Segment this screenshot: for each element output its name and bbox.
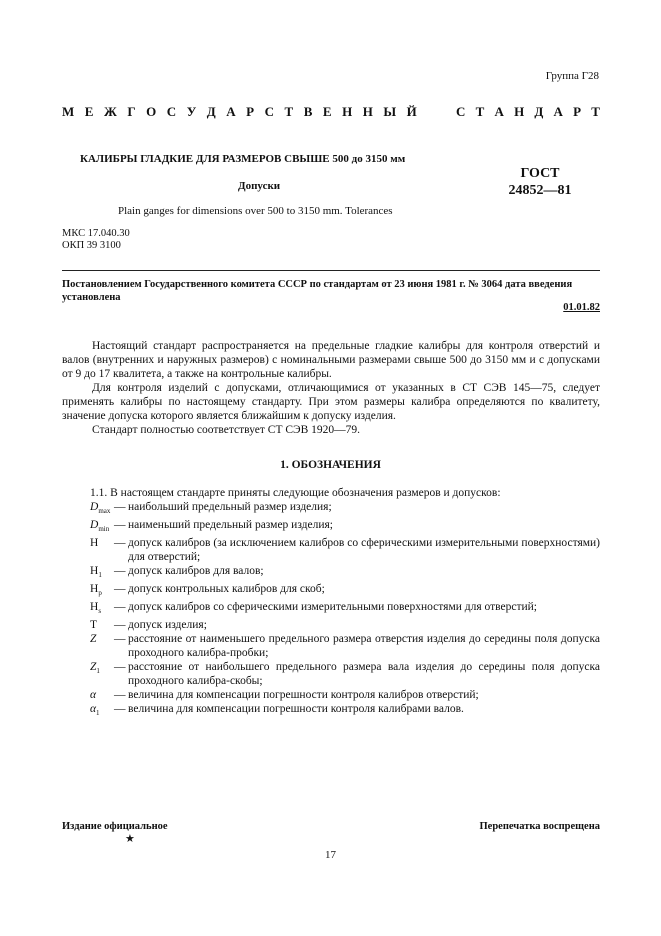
definition-text: расстояние от наименьшего предельного размера отверстия изделия до середины поля допуска проходного калибра-пробки;: [128, 633, 600, 659]
banner_left-letter: У: [186, 104, 197, 119]
official-edition-note: Издание официальное: [62, 821, 168, 832]
definition-symbol: α: [90, 689, 97, 701]
definition-symbol: $H_s$: [90, 601, 102, 615]
banner_left-letter: О: [146, 104, 157, 119]
definition-text: расстояние от наибольшего предельного размера вала изделия до середины поля допуска проходного калибра-скобы;: [128, 661, 600, 687]
okp-code: ОКП 39 3100: [62, 240, 121, 251]
definition-subscript: 1: [98, 571, 102, 579]
definition-item: [90, 660, 600, 688]
banner_left-letter: Р: [246, 104, 255, 119]
definition-subscript: 1: [96, 667, 100, 675]
definition-symbol: H: [90, 537, 99, 549]
definition-dash: —: [114, 619, 126, 631]
banner_right-letter: Р: [573, 104, 582, 119]
definition-dash: —: [114, 537, 126, 549]
banner_left-letter: А: [226, 104, 236, 119]
banner-left: [62, 104, 417, 120]
definitions-list: [90, 500, 600, 720]
banner_right-letter: Т: [591, 104, 600, 119]
definition-item: [90, 500, 600, 518]
definition-item: [90, 564, 600, 582]
definition-subscript: s: [98, 607, 102, 615]
banner_right-letter: А: [553, 104, 563, 119]
definition-symbol: $D_{min}$: [90, 519, 110, 533]
definition-subscript: max: [98, 507, 111, 515]
definition-item: [90, 536, 600, 564]
gost-number: [500, 165, 580, 199]
definition-item: [90, 702, 600, 720]
banner_left-letter: Т: [284, 104, 294, 119]
page-number: 17: [325, 849, 336, 861]
banner_left-letter: Ы: [383, 104, 397, 119]
gost-code: 24852—81: [508, 183, 572, 198]
banner_left-letter: В: [303, 104, 313, 119]
group-code: Группа Г28: [545, 70, 599, 82]
section-intro: 1.1. В настоящем стандарте приняты следующие обозначения размеров и допусков:: [90, 487, 501, 499]
definition-dash: —: [114, 661, 126, 673]
banner_left-letter: Е: [84, 104, 94, 119]
definition-symbol: $Z_1$: [90, 661, 100, 675]
introduction-date: 01.01.82: [563, 302, 600, 313]
definition-dash: —: [114, 689, 126, 701]
paragraph-application: Для контроля изделий с допусками, отличающимися от указанных в СТ СЭВ 145—75, следует применять калибры по настоящему стандарту. При этом размеры калибра определяются по квалитету, значение допуска которого является ближайшим к допуску изделия.: [62, 382, 600, 422]
definition-dash: —: [114, 519, 126, 531]
definition-text: допуск контрольных калибров для скоб;: [128, 583, 325, 595]
definition-item: [90, 632, 600, 660]
decree-text: Постановлением Государственного комитета СССР по стандартам от 23 июня 1981 г. № 3064 дата введения установлена: [62, 279, 573, 303]
banner_left-letter: Е: [322, 104, 332, 119]
banner_left-letter: С: [166, 104, 177, 119]
banner_right-letter: А: [494, 104, 504, 119]
section-heading: 1. ОБОЗНАЧЕНИЯ: [280, 459, 381, 471]
definition-text: наибольший предельный размер изделия;: [128, 501, 332, 513]
banner_left-letter: Г: [127, 104, 136, 119]
definition-item: [90, 600, 600, 618]
banner_left-letter: Й: [406, 104, 417, 119]
banner_left-letter: Н: [342, 104, 353, 119]
banner_left-letter: Ж: [103, 104, 117, 119]
separator-line: [62, 270, 600, 271]
definition-symbol: $D_{max}$: [90, 501, 111, 515]
definition-dash: —: [114, 583, 126, 595]
definition-symbol: Z: [90, 633, 97, 645]
banner_left-letter: М: [62, 104, 75, 119]
document-subtitle: Допуски: [238, 180, 281, 192]
definition-text: величина для компенсации погрешности контроля калибров отверстий;: [128, 689, 479, 701]
definition-dash: —: [114, 633, 126, 645]
paragraph-scope: Настоящий стандарт распространяется на предельные гладкие калибры для контроля отверстий и валов (внутренних и наружных размеров) с номинальными размерами свыше 500 до 3150 мм и с допусками от 9 до 17 квалитета, а также на контрольные калибры.: [62, 340, 600, 380]
definition-symbol: $H_1$: [90, 565, 102, 579]
definition-item: [90, 688, 600, 702]
definition-symbol: $\alpha_1$: [90, 703, 100, 717]
gost-label: ГОСТ: [520, 166, 560, 181]
reprint-prohibited-note: Перепечатка воспрещена: [479, 821, 600, 832]
banner_left-letter: Д: [206, 104, 216, 119]
definition-dash: —: [114, 703, 126, 715]
banner_right-letter: Д: [534, 104, 544, 119]
definition-dash: —: [114, 501, 126, 513]
definition-symbol: T: [90, 619, 98, 631]
banner_right-letter: Н: [514, 104, 525, 119]
banner_right-letter: С: [456, 104, 466, 119]
intro-paragraphs: [62, 339, 600, 437]
banner_left-letter: Н: [362, 104, 373, 119]
definition-symbol: $H_p$: [90, 583, 102, 597]
definition-item: [90, 518, 600, 536]
classification-codes: [62, 228, 130, 252]
definition-text: допуск калибров для валов;: [128, 565, 264, 577]
paragraph-compliance: Стандарт полностью соответствует СТ СЭВ 1920—79.: [92, 424, 361, 436]
definition-subscript: 1: [96, 709, 100, 717]
definition-subscript: p: [98, 589, 102, 597]
english-title: Plain ganges for dimensions over 500 to 3150 mm. Tolerances: [118, 205, 393, 217]
definition-dash: —: [114, 601, 126, 613]
interstate-standard-banner: [62, 104, 600, 120]
definition-text: допуск калибров (за исключением калибров со сферическими измерительными поверхностями) для отверстий;: [128, 537, 600, 563]
definition-item: [90, 582, 600, 600]
banner-right: [456, 104, 600, 120]
banner_left-letter: С: [264, 104, 274, 119]
definition-text: наименьший предельный размер изделия;: [128, 519, 334, 531]
mks-code: МКС 17.040.30: [62, 228, 130, 239]
star-icon: ★: [125, 833, 135, 845]
definition-subscript: min: [98, 525, 110, 533]
definition-item: [90, 618, 600, 632]
definition-text: допуск калибров со сферическими измерительными поверхностями для отверстий;: [128, 601, 537, 613]
definition-text: величина для компенсации погрешности контроля калибрами валов.: [128, 703, 464, 715]
definition-dash: —: [114, 565, 126, 577]
banner_right-letter: Т: [475, 104, 485, 119]
document-title: КАЛИБРЫ ГЛАДКИЕ ДЛЯ РАЗМЕРОВ СВЫШЕ 500 до 3150 мм: [80, 153, 406, 165]
definition-text: допуск изделия;: [128, 619, 207, 631]
